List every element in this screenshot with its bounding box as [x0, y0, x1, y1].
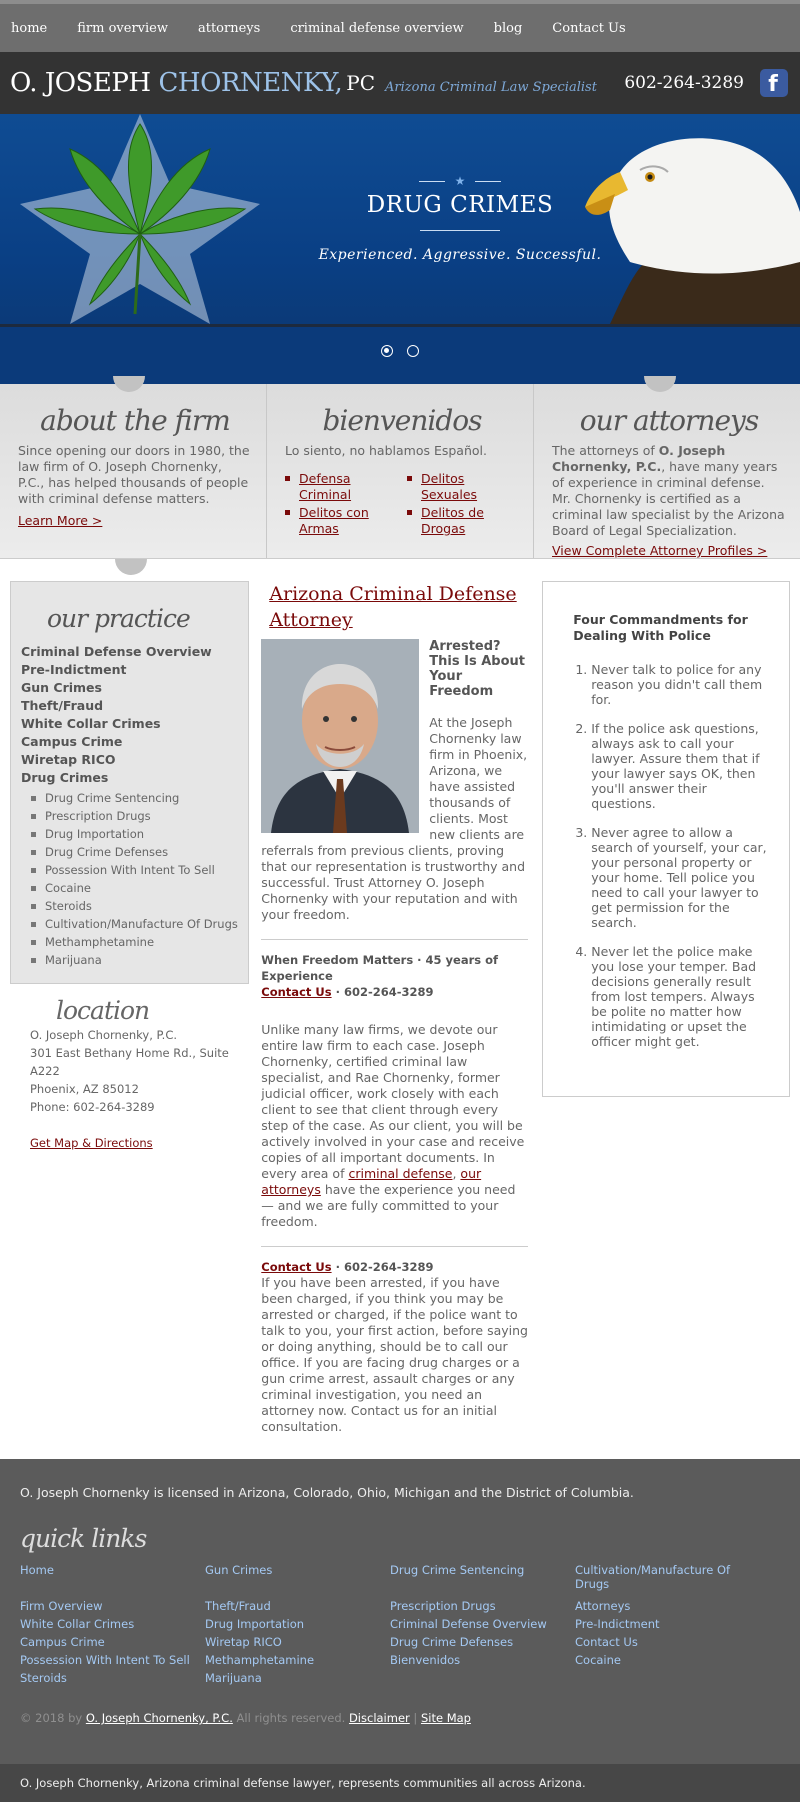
list-item: 1. Never talk to police for any reason you didn't call them for. [591, 662, 771, 707]
nav-criminal-defense-overview[interactable]: criminal defense overview [290, 20, 464, 36]
page-title[interactable]: Arizona Criminal Defense Attorney [269, 583, 517, 631]
ql-firm-overview[interactable]: Firm Overview [20, 1599, 103, 1613]
ql-steroids[interactable]: Steroids [20, 1671, 67, 1685]
spacer [390, 1581, 575, 1599]
ql-campus-crime[interactable]: Campus Crime [20, 1635, 105, 1649]
hero-banner [0, 114, 800, 324]
paragraph-text: Unlike many law firms, we devote our entire law firm to each case. Joseph Chornenky, certified criminal law specialist, and Rae Chornenky, former judicial officer, work closely with each client to see that client through every step of the case. As our client, you will be actively involved in your case and receive copies of all important documents. In every area of [261, 1022, 525, 1181]
logo-name-first[interactable]: O. JOSEPH [10, 68, 151, 98]
practice-item-pre-indictment[interactable]: Pre-Indictment [21, 662, 127, 677]
drug-crimes-sublist [21, 789, 238, 969]
slide-dot-2[interactable] [407, 345, 419, 357]
article-paragraph-2 [261, 1022, 528, 1230]
copyright-text: © 2018 by [20, 1711, 86, 1725]
hero-subtitle: Experienced. Aggressive. Successful. [318, 247, 602, 263]
ql-white-collar[interactable]: White Collar Crimes [20, 1617, 135, 1631]
list-item[interactable]: Steroids [31, 897, 238, 915]
about-column [0, 384, 266, 558]
practice-item-gun-crimes[interactable]: Gun Crimes [21, 680, 102, 695]
link-delitos-de-drogas[interactable]: Delitos de Drogas [421, 505, 484, 536]
spacer [205, 1581, 390, 1599]
site-footer [0, 1459, 800, 1764]
attorneys-text-lead: The attorneys of [552, 443, 659, 458]
hero-divider [420, 230, 500, 231]
paragraph-text: , [452, 1166, 461, 1181]
nav-contact-us[interactable]: Contact Us [552, 20, 626, 36]
list-item[interactable]: Cultivation/Manufacture Of Drugs [31, 915, 238, 933]
divider [261, 939, 528, 940]
hero-title: DRUG CRIMES [366, 192, 554, 218]
ql-wiretap-rico[interactable]: Wiretap RICO [205, 1635, 282, 1649]
ql-attorneys[interactable]: Attorneys [575, 1599, 631, 1613]
logo-suffix[interactable]: PC [346, 71, 376, 95]
ql-theft-fraud[interactable]: Theft/Fraud [205, 1599, 271, 1613]
ql-home[interactable]: Home [20, 1563, 54, 1577]
attorney-photo [261, 639, 419, 833]
ql-possession[interactable]: Possession With Intent To Sell [20, 1653, 190, 1667]
bienvenidos-column [266, 384, 533, 558]
ql-cultivation[interactable]: Cultivation/Manufacture Of Drugs [575, 1563, 731, 1591]
contact-phone: · 602-264-3289 [331, 1260, 434, 1274]
license-statement: O. Joseph Chornenky is licensed in Arizona, Colorado, Ohio, Michigan and the District of Columbia. [20, 1485, 634, 1500]
learn-more-link[interactable]: Learn More > [18, 513, 103, 528]
slider-controls [0, 324, 800, 384]
separator: | [409, 1711, 421, 1725]
practice-item-drug-crimes[interactable]: Drug Crimes [21, 770, 109, 785]
ql-contact-us[interactable]: Contact Us [575, 1635, 638, 1649]
list-item: 3. Never agree to allow a search of yourself, your car, your personal property or your home. Tell police you need to call your lawyer to get permission for the search. [591, 825, 771, 930]
paragraph-text: have the experience you need — and we are fully committed to your freedom. [261, 1182, 516, 1229]
location-heading: location [56, 996, 150, 1025]
contact-line-2 [261, 1259, 528, 1275]
copyright-firm-link[interactable]: O. Joseph Chornenky, P.C. [85, 1711, 233, 1725]
nav-home[interactable]: home [11, 20, 48, 36]
bienvenidos-heading: bienvenidos [322, 404, 482, 437]
list-item[interactable]: Prescription Drugs [31, 807, 238, 825]
address-city: Phoenix, AZ 85012 [30, 1082, 139, 1096]
practice-item-campus-crime[interactable]: Campus Crime [21, 734, 123, 749]
link-delitos-sexuales[interactable]: Delitos Sexuales [421, 471, 478, 502]
ql-marijuana[interactable]: Marijuana [205, 1671, 262, 1685]
commandments-heading: Four Commandments for Dealing With Police [573, 612, 748, 643]
contact-line-1 [261, 984, 528, 1000]
ql-drug-importation[interactable]: Drug Importation [205, 1617, 305, 1631]
list-item[interactable]: Cocaine [31, 879, 238, 897]
nav-attorneys[interactable]: attorneys [197, 20, 261, 36]
list-item [285, 471, 397, 503]
quick-links-heading: quick links [20, 1524, 147, 1553]
practice-item-theft-fraud[interactable]: Theft/Fraud [21, 698, 104, 713]
star-icon: ★ [300, 174, 620, 188]
practice-heading: our practice [47, 604, 190, 633]
quick-links-grid [20, 1563, 780, 1689]
list-item [407, 505, 519, 537]
ql-cocaine[interactable]: Cocaine [575, 1653, 621, 1667]
address-street: 301 East Bethany Home Rd., Suite A222 [30, 1046, 229, 1078]
commandments-box [542, 581, 790, 1097]
link-defensa-criminal[interactable]: Defensa Criminal [299, 471, 352, 502]
list-item: 2. If the police ask questions, always ask to call your lawyer. Assure them that if your lawyer says OK, then you'll answer their questions. [591, 721, 771, 811]
list-item[interactable]: Drug Crime Defenses [31, 843, 238, 861]
list-item [285, 505, 397, 537]
attorneys-firm-name: O. Joseph Chornenky, P.C. [552, 443, 726, 474]
logo-tagline: Arizona Criminal Law Specialist [385, 79, 597, 95]
list-item: 4. Never let the police make you lose your temper. Bad decisions generally result from lost tempers. Always be polite no matter how intimidating or upset the officer might get. [591, 944, 771, 1049]
slide-dot-1[interactable] [381, 345, 393, 357]
spacer [20, 1581, 205, 1599]
main-nav [0, 4, 800, 52]
map-directions-link[interactable]: Get Map & Directions [30, 1136, 153, 1150]
article-paragraph-1: At the Joseph Chornenky law firm in Phoenix, Arizona, we have assisted thousands of clients. Most new clients are referrals from previous clients, proving that our representation is trustworthy and successful. Trust Attorney O. Joseph Chornenky with your reputation and with your freedom. [261, 715, 528, 922]
attorneys-column [533, 384, 800, 558]
list-item[interactable]: Marijuana [31, 951, 238, 969]
column-tab [113, 376, 145, 392]
header-phone[interactable]: 602-264-3289 [624, 73, 744, 93]
address-firm: O. Joseph Chornenky, P.C. [30, 1028, 178, 1042]
practice-box [10, 581, 249, 984]
intro-columns [0, 384, 800, 559]
practice-item-criminal-defense[interactable]: Criminal Defense Overview [21, 644, 212, 659]
copyright [20, 1711, 780, 1725]
list-item[interactable]: Drug Importation [31, 825, 238, 843]
attorneys-text-rest: , have many years of experience in criminal defense. Mr. Chornenky is certified as a criminal law specialist by the Arizona Board of Legal Specialization. [552, 459, 785, 538]
about-text: Since opening our doors in 1980, the law firm of O. Joseph Chornenky, P.C., has helped thousands of people with criminal defense matters. [18, 443, 250, 506]
ql-drug-crime-defenses[interactable]: Drug Crime Defenses [390, 1635, 514, 1649]
cannabis-leaf-icon [10, 114, 270, 324]
divider [261, 1246, 528, 1247]
bald-eagle-icon [570, 132, 800, 324]
list-item[interactable]: Possession With Intent To Sell [31, 861, 238, 879]
facebook-icon[interactable]: f [760, 69, 788, 97]
ql-prescription-drugs[interactable]: Prescription Drugs [390, 1599, 496, 1613]
logo-name-last[interactable]: CHORNENKY, [158, 68, 343, 98]
nav-firm-overview[interactable]: firm overview [77, 20, 168, 36]
address-phone: Phone: 602-264-3289 [30, 1100, 155, 1114]
bienvenidos-text: Lo siento, no hablamos Español. [285, 443, 487, 458]
article-headline: Arrested? This Is About Your Freedom [429, 639, 525, 699]
nav-blog[interactable]: blog [493, 20, 523, 36]
list-item [407, 471, 519, 503]
copyright-text: All rights reserved. [232, 1711, 349, 1725]
about-heading: about the firm [40, 404, 230, 437]
location-box [10, 984, 249, 1150]
ql-drug-crime-sentencing[interactable]: Drug Crime Sentencing [390, 1563, 525, 1577]
freedom-tagline: When Freedom Matters · 45 years of Experience [261, 953, 499, 983]
site-header [0, 52, 800, 114]
practice-item-wiretap-rico[interactable]: Wiretap RICO [21, 752, 116, 767]
criminal-defense-link[interactable]: criminal defense [348, 1166, 453, 1181]
attorneys-text [552, 443, 786, 539]
bottom-bar: O. Joseph Chornenky, Arizona criminal defense lawyer, represents communities all across Arizona. [0, 1764, 800, 1802]
ql-gun-crimes[interactable]: Gun Crimes [205, 1563, 273, 1577]
attorney-profiles-link[interactable]: View Complete Attorney Profiles > [552, 543, 768, 558]
disclaimer-link[interactable]: Disclaimer [348, 1711, 410, 1725]
left-sidebar [10, 581, 249, 1459]
our-attorneys-link[interactable]: our attorneys [261, 1166, 482, 1197]
column-tab [644, 376, 676, 392]
site-map-link[interactable]: Site Map [420, 1711, 471, 1725]
spanish-links [285, 471, 519, 539]
article [261, 581, 528, 1459]
main-content [0, 559, 800, 1459]
contact-us-link[interactable]: Contact Us [261, 985, 332, 999]
ql-bienvenidos[interactable]: Bienvenidos [390, 1653, 461, 1667]
column-tab [115, 559, 147, 575]
list-item[interactable]: Drug Crime Sentencing [31, 789, 238, 807]
article-paragraph-3: If you have been arrested, if you have been charged, if you think you may be arrested or charged, if the police want to talk to you, your first action, before saying or doing anything, should be to call our office. If you are facing drug charges or a gun crime arrest, assault charges or any criminal investigation, you need an attorney now. Contact us for an initial consultation. [261, 1275, 528, 1434]
link-delitos-con-armas[interactable]: Delitos con Armas [299, 505, 369, 536]
ql-criminal-defense-overview[interactable]: Criminal Defense Overview [390, 1617, 547, 1631]
contact-phone: · 602-264-3289 [331, 985, 434, 999]
contact-us-link[interactable]: Contact Us [261, 1260, 332, 1274]
practice-item-white-collar[interactable]: White Collar Crimes [21, 716, 161, 731]
attorneys-heading: our attorneys [579, 404, 759, 437]
ql-methamphetamine[interactable]: Methamphetamine [205, 1653, 315, 1667]
commandments-list [573, 662, 771, 1049]
ql-pre-indictment[interactable]: Pre-Indictment [575, 1617, 660, 1631]
list-item[interactable]: Methamphetamine [31, 933, 238, 951]
attorney-portrait-icon [261, 639, 419, 833]
